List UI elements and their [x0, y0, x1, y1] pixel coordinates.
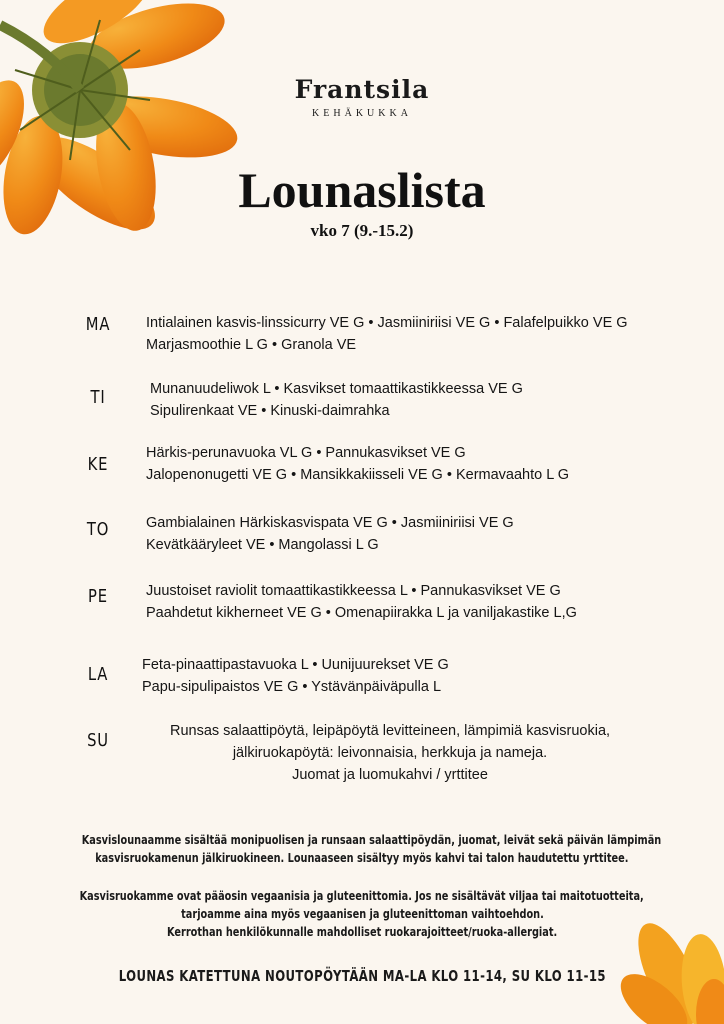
- day-label: TI: [90, 387, 106, 408]
- day-menu: [146, 512, 514, 556]
- day-menu: [146, 312, 628, 356]
- day-menu: [142, 654, 449, 698]
- day-label: SU: [87, 730, 109, 751]
- menu-line: Härkis-perunavuoka VL G • Pannukasvikset VE G: [146, 445, 466, 461]
- opening-hours-text: LOUNAS KATETTUNA NOUTOPÖYTÄÄN MA-LA KLO 11-14, SU KLO 11-15: [118, 967, 606, 985]
- menu-line: Gambialainen Härkiskasvispata VE G • Jasmiiniriisi VE G: [146, 515, 514, 531]
- menu-line: Papu-sipulipaistos VE G • Ystävänpäiväpulla L: [142, 679, 442, 695]
- day-label: LA: [87, 664, 109, 685]
- menu-line: Paahdetut kikherneet VE G • Omenapiirakka L ja vaniljakastike L,G: [146, 605, 577, 621]
- menu-line: Juustoiset raviolit tomaattikastikkeessa L • Pannukasvikset VE G: [146, 583, 561, 599]
- menu-line: Feta-pinaattipastavuoka L • Uunijuurekset VE G: [142, 657, 449, 673]
- note-line: kasvisruokamenun jälkiruokineen. Lounaaseen sisältyy myös kahvi tai talon haudutettu yrttitee.: [95, 850, 629, 865]
- day-label: MA: [85, 314, 111, 335]
- day-label: TO: [86, 519, 110, 540]
- menu-line: Intialainen kasvis-linssicurry VE G • Jasmiiniriisi VE G • Falafelpuikko VE G: [146, 315, 628, 331]
- day-menu: [146, 442, 569, 486]
- menu-line: Marjasmoothie L G • Granola VE: [146, 337, 357, 353]
- day-label: KE: [87, 454, 109, 475]
- menu-line: Sipulirenkaat VE • Kinuski-daimrahka: [150, 403, 390, 419]
- note-line: Kerrothan henkilökunnalle mahdolliset ruokarajoitteet/ruoka-allergiat.: [166, 924, 558, 939]
- note-line: tarjoamme aina myös vegaanisen ja gluteenittoman vaihtoehdon.: [180, 906, 544, 921]
- brand-name: Frantsila: [294, 75, 430, 104]
- menu-line: Munanuudeliwok L • Kasvikset tomaattikastikkeessa VE G: [150, 381, 523, 397]
- menu-line: Kevätkääryleet VE • Mangolassi L G: [146, 537, 379, 553]
- menu-line: jälkiruokapöytä: leivonnaisia, herkkuja ja nameja.: [232, 745, 548, 761]
- note-line: Kasvisruokamme ovat pääosin vegaanisia ja gluteenittomia. Jos ne sisältävät viljaa tai maitotuotteita,: [79, 888, 645, 903]
- menu-line: Jalopenonugetti VE G • Mansikkakiisseli VE G • Kermavaahto L G: [146, 467, 570, 483]
- day-menu: [146, 580, 577, 624]
- note-line: Kasvislounaamme sisältää monipuolisen ja runsaan salaattipöydän, juomat, leivät sekä päivän lämpimän: [81, 832, 662, 847]
- brand-subtitle: KEHÄKUKKA: [312, 108, 412, 119]
- day-menu: [150, 378, 523, 422]
- menu-line: Runsas salaattipöytä, leipäpöytä levitteineen, lämpimiä kasvisruokia,: [169, 723, 611, 739]
- menu-line: Juomat ja luomukahvi / yrttitee: [292, 767, 488, 783]
- week-label: vko 7 (9.-15.2): [310, 221, 414, 240]
- day-menu: [140, 720, 640, 786]
- brand-logo: [0, 76, 724, 119]
- day-label: PE: [88, 586, 108, 607]
- info-paragraph-1: [0, 831, 724, 867]
- info-paragraph-2: [0, 887, 724, 941]
- page-title: Lounaslista: [238, 162, 486, 218]
- opening-hours: [0, 967, 724, 985]
